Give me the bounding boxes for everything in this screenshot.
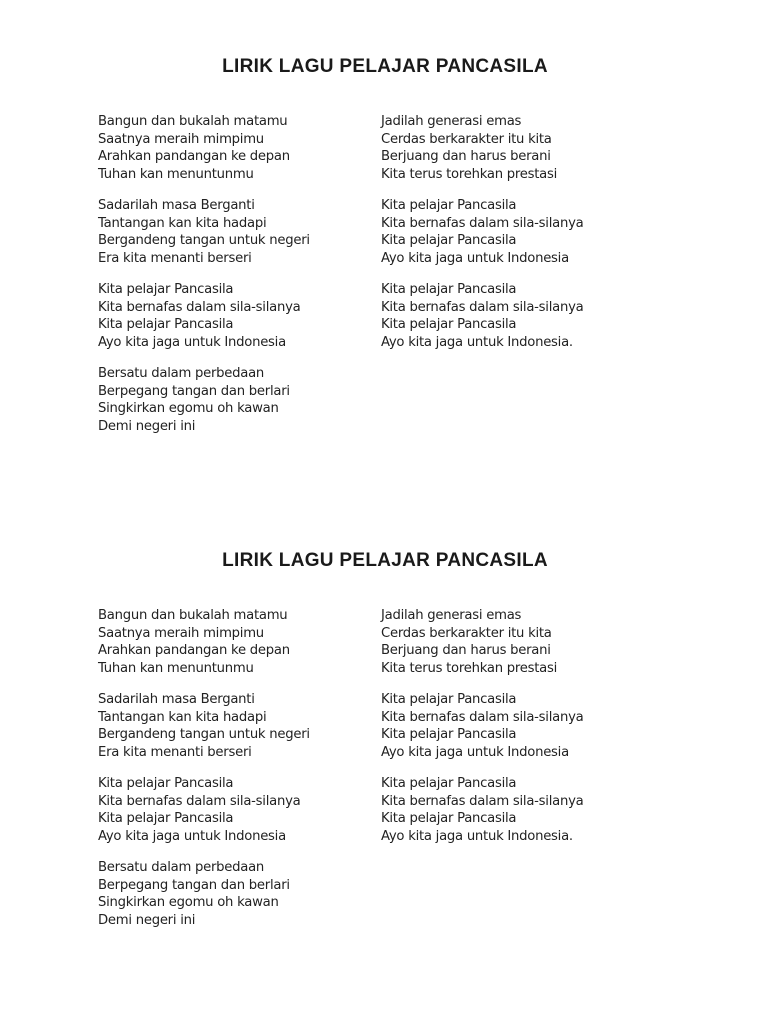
lyric-line: Kita bernafas dalam sila-silanya bbox=[381, 709, 584, 725]
lyric-line: Kita pelajar Pancasila bbox=[98, 282, 234, 297]
stanza-7 bbox=[381, 775, 651, 845]
stanza-1 bbox=[98, 113, 368, 183]
lyric-line: Arahkan pandangan ke depan bbox=[98, 643, 290, 658]
lyric-line: Kita pelajar Pancasila bbox=[381, 692, 517, 707]
lyric-line: Kita pelajar Pancasila bbox=[381, 317, 517, 332]
lyric-line: Tuhan kan menuntunmu bbox=[98, 660, 254, 676]
stanza-3 bbox=[98, 281, 368, 351]
lyric-line: Kita pelajar Pancasila bbox=[98, 317, 234, 332]
lyric-line: Kita bernafas dalam sila-silanya bbox=[98, 793, 301, 809]
lyric-line: Kita pelajar Pancasila bbox=[381, 282, 517, 297]
lyric-line: Kita pelajar Pancasila bbox=[98, 776, 234, 791]
lyric-line: Kita pelajar Pancasila bbox=[381, 198, 517, 213]
lyric-line: Kita terus torehkan prestasi bbox=[381, 660, 558, 676]
lyric-line: Sadarilah masa Berganti bbox=[98, 198, 255, 213]
lyric-line: Ayo kita jaga untuk Indonesia bbox=[381, 744, 569, 760]
lyric-line: Berpegang tangan dan berlari bbox=[98, 383, 290, 399]
lyric-line: Ayo kita jaga untuk Indonesia. bbox=[381, 334, 573, 350]
lyric-line: Kita bernafas dalam sila-silanya bbox=[381, 215, 584, 231]
lyric-line: Tantangan kan kita hadapi bbox=[98, 215, 267, 231]
stanza-4 bbox=[98, 365, 368, 435]
lyric-line: Berjuang dan harus berani bbox=[381, 149, 551, 164]
lyric-line: Ayo kita jaga untuk Indonesia bbox=[381, 250, 569, 266]
lyrics-sheet-top bbox=[0, 55, 768, 434]
lyric-line: Kita terus torehkan prestasi bbox=[381, 166, 558, 182]
lyric-line: Ayo kita jaga untuk Indonesia. bbox=[381, 828, 573, 844]
stanza-2 bbox=[98, 197, 368, 267]
lyric-line: Demi negeri ini bbox=[98, 418, 196, 434]
lyric-line: Sadarilah masa Berganti bbox=[98, 692, 255, 707]
lyric-line: Kita bernafas dalam sila-silanya bbox=[381, 299, 584, 315]
lyric-line: Bergandeng tangan untuk negeri bbox=[98, 727, 310, 742]
lyric-line: Kita pelajar Pancasila bbox=[381, 811, 517, 826]
page-title: LIRIK LAGU PELAJAR PANCASILA bbox=[222, 56, 548, 77]
lyric-line: Ayo kita jaga untuk Indonesia bbox=[98, 334, 286, 350]
lyric-line: Kita pelajar Pancasila bbox=[98, 811, 234, 826]
lyric-line: Singkirkan egomu oh kawan bbox=[98, 401, 279, 416]
lyric-line: Ayo kita jaga untuk Indonesia bbox=[98, 828, 286, 844]
lyric-line: Bersatu dalam perbedaan bbox=[98, 366, 265, 381]
lyric-line: Demi negeri ini bbox=[98, 912, 196, 928]
left-column bbox=[98, 113, 368, 449]
lyric-line: Bergandeng tangan untuk negeri bbox=[98, 233, 310, 248]
lyric-line: Berjuang dan harus berani bbox=[381, 643, 551, 658]
lyric-line: Berpegang tangan dan berlari bbox=[98, 877, 290, 893]
lyric-line: Era kita menanti berseri bbox=[98, 744, 252, 760]
lyric-line: Saatnya meraih mimpimu bbox=[98, 625, 264, 641]
lyric-line: Cerdas berkarakter itu kita bbox=[381, 131, 552, 147]
stanza-5 bbox=[381, 607, 651, 677]
lyric-line: Bangun dan bukalah matamu bbox=[98, 608, 288, 623]
stanza-2 bbox=[98, 691, 368, 761]
lyric-line: Tuhan kan menuntunmu bbox=[98, 166, 254, 182]
lyrics-sheet-bottom bbox=[0, 549, 768, 928]
lyric-line: Arahkan pandangan ke depan bbox=[98, 149, 290, 164]
page-title: LIRIK LAGU PELAJAR PANCASILA bbox=[222, 550, 548, 571]
lyric-line: Kita pelajar Pancasila bbox=[381, 233, 517, 248]
stanza-6 bbox=[381, 691, 651, 761]
lyric-line: Kita bernafas dalam sila-silanya bbox=[381, 793, 584, 809]
lyric-line: Saatnya meraih mimpimu bbox=[98, 131, 264, 147]
lyric-line: Singkirkan egomu oh kawan bbox=[98, 895, 279, 910]
stanza-4 bbox=[98, 859, 368, 929]
lyric-line: Jadilah generasi emas bbox=[381, 114, 522, 129]
stanza-7 bbox=[381, 281, 651, 351]
right-column bbox=[381, 607, 651, 859]
stanza-3 bbox=[98, 775, 368, 845]
lyric-line: Jadilah generasi emas bbox=[381, 608, 522, 623]
stanza-6 bbox=[381, 197, 651, 267]
lyric-line: Cerdas berkarakter itu kita bbox=[381, 625, 552, 641]
stanza-5 bbox=[381, 113, 651, 183]
lyric-line: Bangun dan bukalah matamu bbox=[98, 114, 288, 129]
lyric-line: Kita pelajar Pancasila bbox=[381, 776, 517, 791]
lyric-line: Tantangan kan kita hadapi bbox=[98, 709, 267, 725]
left-column bbox=[98, 607, 368, 943]
stanza-1 bbox=[98, 607, 368, 677]
lyric-line: Kita bernafas dalam sila-silanya bbox=[98, 299, 301, 315]
lyric-line: Bersatu dalam perbedaan bbox=[98, 860, 265, 875]
lyric-line: Era kita menanti berseri bbox=[98, 250, 252, 266]
right-column bbox=[381, 113, 651, 365]
lyric-line: Kita pelajar Pancasila bbox=[381, 727, 517, 742]
